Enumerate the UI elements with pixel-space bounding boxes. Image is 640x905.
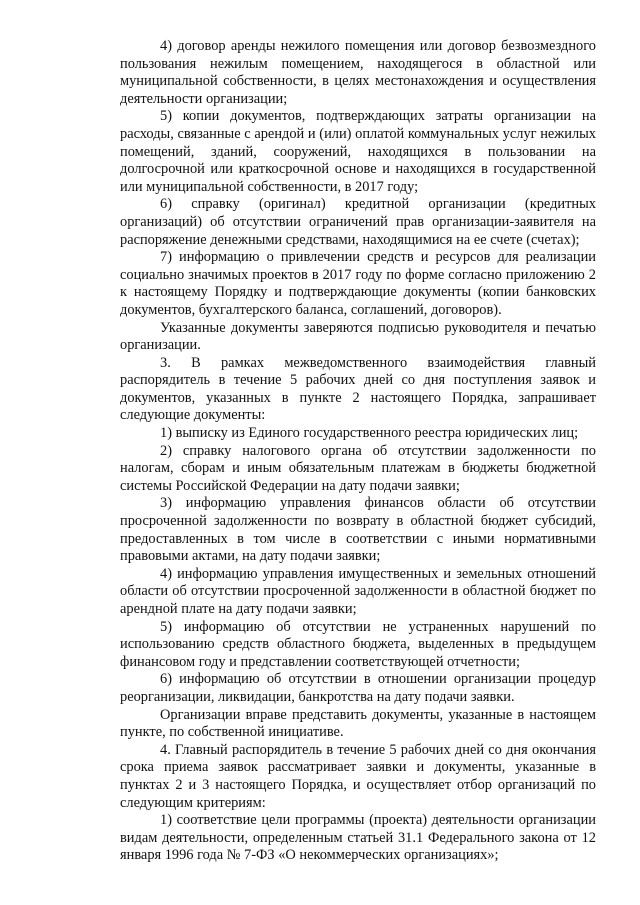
paragraph: 4) договор аренды нежилого помещения или договор безвозмездного пользования нежилым помещением, находящегося в областной или муниципальной собственности, в целях местонахождения и осуществления деятельности организации;: [120, 38, 596, 107]
paragraph: 6) справку (оригинал) кредитной организации (кредитных организаций) об отсутствии ограничений прав организации-заявителя на распоряжение денежными средствами, находящимися на ее счете (счетах);: [120, 196, 596, 248]
paragraph: 5) копии документов, подтверждающих затраты организации на расходы, связанные с арендой и (или) оплатой коммунальных услуг нежилых помещений, зданий, сооружений, находящихся в пользовании на долгосрочной или краткосрочной основе и находящихся в государственной или муниципальной собственности, в 2017 году;: [120, 108, 596, 195]
paragraph: 2) справку налогового органа об отсутствии задолженности по налогам, сборам и иным обязательным платежам в бюджеты бюджетной системы Российской Федерации на дату подачи заявки;: [120, 442, 596, 494]
paragraph: 4. Главный распорядитель в течение 5 рабочих дней со дня окончания срока приема заявок рассматривает заявки и документы, указанные в пунктах 2 и 3 настоящего Порядка, и осуществляет отбор организаций по следующим критериям:: [120, 741, 596, 811]
paragraph: 4) информацию управления имущественных и земельных отношений области об отсутствии просроченной задолженности в областной бюджет по арендной плате на дату подачи заявки;: [120, 565, 596, 617]
paragraph: 3. В рамках межведомственного взаимодействия главный распорядитель в течение 5 рабочих дней со дня поступления заявок и документов, указанных в пункте 2 настоящего Порядка, запрашивает следующие документы:: [120, 354, 596, 424]
paragraph: Указанные документы заверяются подписью руководителя и печатью организации.: [120, 319, 596, 354]
paragraph: 5) информацию об отсутствии не устраненных нарушений по использованию средств областного бюджета, выделенных в предыдущем финансовом году и представлении соответствующей отчетности;: [120, 618, 596, 670]
document-page: [120, 38, 596, 865]
paragraph: 6) информацию об отсутствии в отношении организации процедур реорганизации, ликвидации, банкротства на дату подачи заявки.: [120, 671, 596, 705]
paragraph: 7) информацию о привлечении средств и ресурсов для реализации социально значимых проектов в 2017 году по форме согласно приложению 2 к настоящему Порядку и подтверждающие документы (копии банковских документов, бухгалтерского баланса, соглашений, договоров).: [120, 249, 596, 318]
paragraph: 1) соответствие цели программы (проекта) деятельности организации видам деятельности, определенным статьей 31.1 Федерального закона от 12 января 1996 года № 7-ФЗ «О некоммерческих организациях»;: [120, 812, 596, 864]
paragraph: Организации вправе представить документы, указанные в настоящем пункте, по собственной инициативе.: [120, 706, 596, 741]
paragraph: 3) информацию управления финансов области об отсутствии просроченной задолженности по возврату в областной бюджет субсидий, предоставленных в том числе в соответствии с иными нормативными правовыми актами, на дату подачи заявки;: [120, 495, 596, 565]
paragraph: 1) выписку из Единого государственного реестра юридических лиц;: [160, 425, 579, 442]
